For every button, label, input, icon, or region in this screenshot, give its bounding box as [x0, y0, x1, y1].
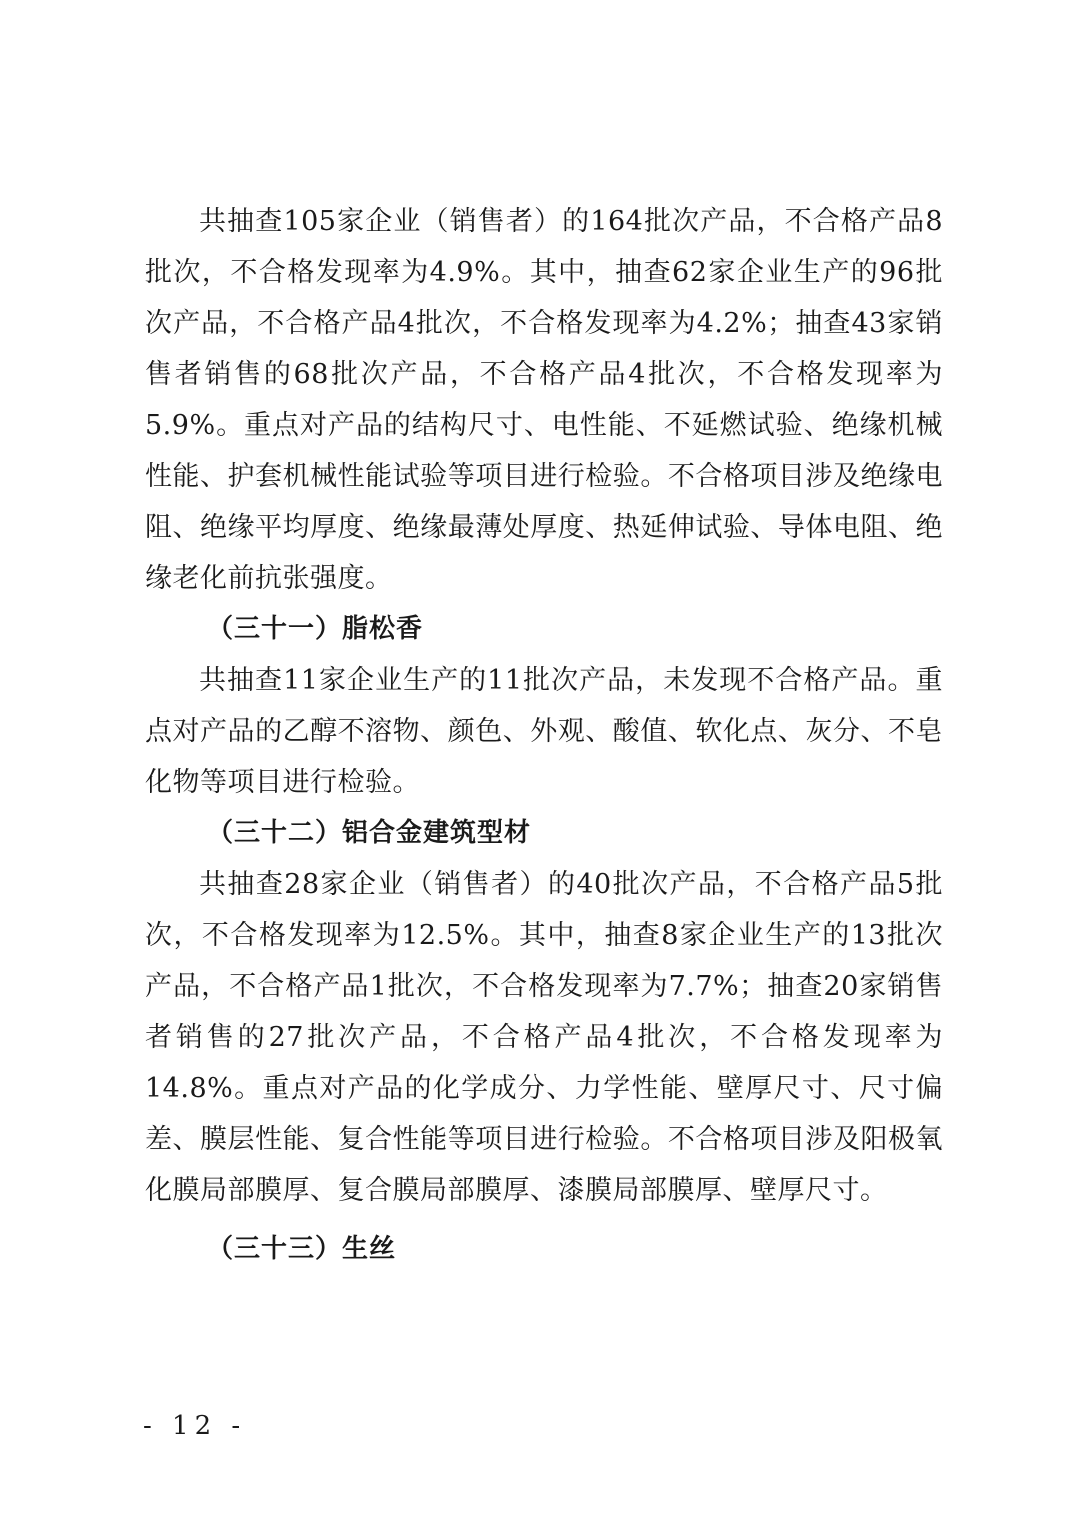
- paragraph-rosin-inspection: 共抽查11家企业生产的11批次产品，未发现不合格产品。重点对产品的乙醇不溶物、颜色、外观、酸值、软化点、灰分、不皂化物等项目进行检验。: [145, 665, 943, 798]
- section-heading-31: （三十一）脂松香: [207, 614, 424, 644]
- document-body: [145, 196, 943, 1275]
- section-heading-33: （三十三）生丝: [207, 1234, 397, 1264]
- page-number: - 12 -: [143, 1411, 247, 1441]
- paragraph-cable-inspection: 共抽查105家企业（销售者）的164批次产品，不合格产品8批次，不合格发现率为4.9%。其中，抽查62家企业生产的96批次产品，不合格产品4批次，不合格发现率为4.2%；抽查43家销售者销售的68批次产品，不合格产品4批次，不合格发现率为5.9%。重点对产品的结构尺寸、电性能、不延燃试验、绝缘机械性能、护套机械性能试验等项目进行检验。不合格项目涉及绝缘电阻、绝缘平均厚度、绝缘最薄处厚度、热延伸试验、导体电阻、绝缘老化前抗张强度。: [145, 206, 943, 594]
- paragraph-aluminum-profile-inspection: 共抽查28家企业（销售者）的40批次产品，不合格产品5批次，不合格发现率为12.5%。其中，抽查8家企业生产的13批次产品，不合格产品1批次，不合格发现率为7.7%；抽查20家销售者销售的27批次产品，不合格产品4批次，不合格发现率为14.8%。重点对产品的化学成分、力学性能、壁厚尺寸、尺寸偏差、膜层性能、复合性能等项目进行检验。不合格项目涉及阳极氧化膜局部膜厚、复合膜局部膜厚、漆膜局部膜厚、壁厚尺寸。: [145, 869, 943, 1206]
- section-heading-32: （三十二）铝合金建筑型材: [207, 818, 532, 848]
